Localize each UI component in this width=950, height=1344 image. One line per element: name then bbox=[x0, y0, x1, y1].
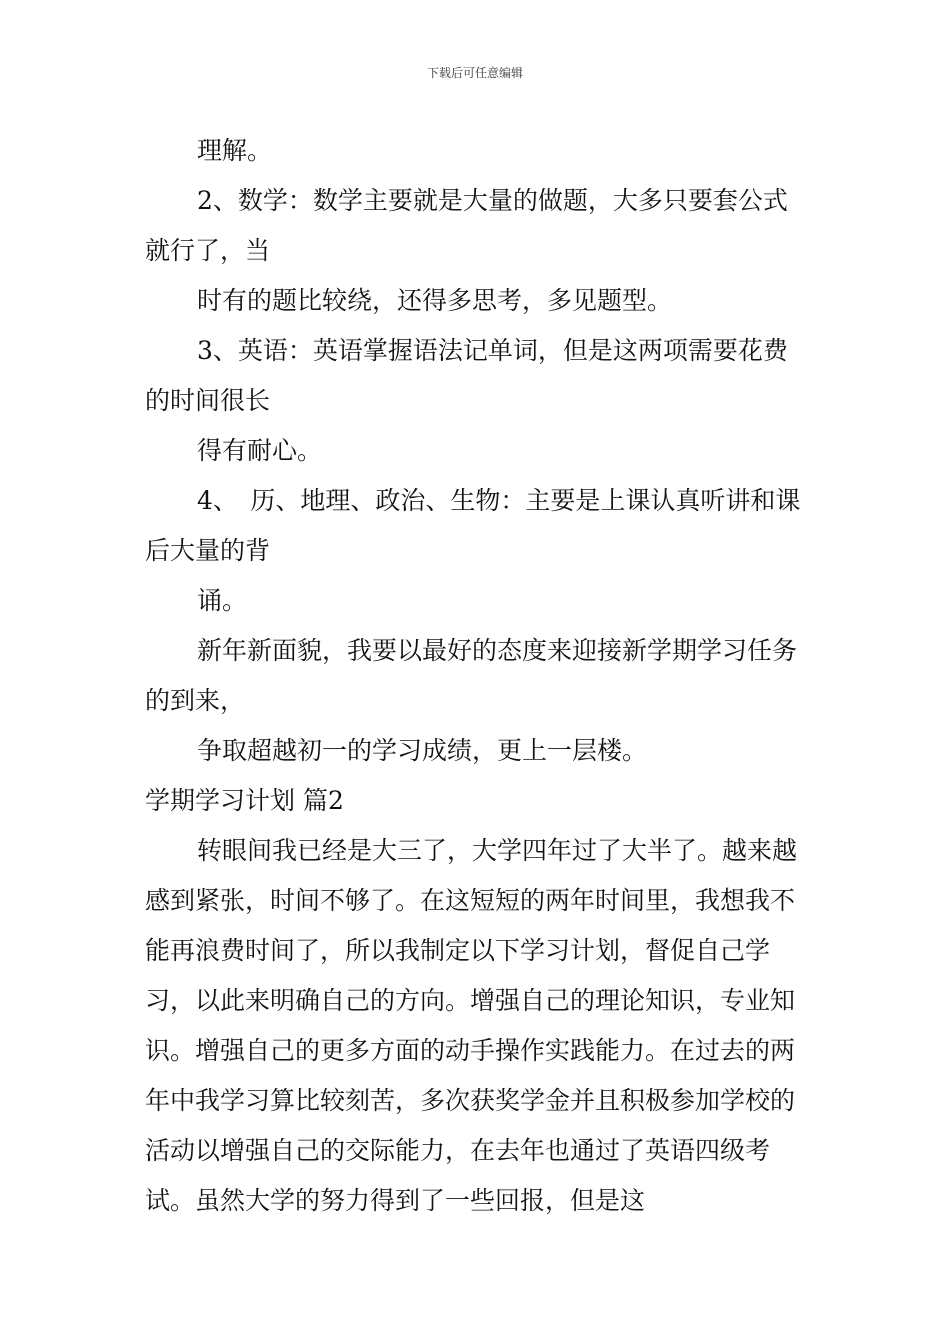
paragraph-7: 诵。 bbox=[197, 586, 248, 615]
paragraph-9: 争取超越初一的学习成绩，更上一层楼。 bbox=[197, 736, 648, 765]
paragraph-1: 理解。 bbox=[197, 136, 273, 165]
paragraph-8: 新年新面貌，我要以最好的态度来迎接新学期学习任务的到来， bbox=[145, 636, 798, 715]
paragraph-4: 3、英语：英语掌握语法记单词，但是这两项需要花费的时间很长 bbox=[145, 336, 788, 415]
paragraph-2: 2、数学：数学主要就是大量的做题，大多只要套公式就行了，当 bbox=[145, 186, 788, 265]
paragraph-6: 4、 历、地理、政治、生物：主要是上课认真听讲和课后大量的背 bbox=[145, 486, 801, 565]
paragraph-5: 得有耐心。 bbox=[197, 436, 323, 465]
document-body bbox=[145, 126, 810, 1226]
page-header: 下载后可任意编辑 bbox=[426, 66, 523, 80]
section-heading: 学期学习计划 篇2 bbox=[145, 786, 344, 815]
paragraph-3: 时有的题比较绕，还得多思考，多见题型。 bbox=[197, 286, 673, 315]
paragraph-10: 转眼间我已经是大三了，大学四年过了大半了。越来越感到紧张，时间不够了。在这短短的两年时间里，我想我不能再浪费时间了，所以我制定以下学习计划，督促自己学习，以此来明确自己的方向。增强自己的理论知识，专业知识。增强自己的更多方面的动手操作实践能力。在过去的两年中我学习算比较刻苦，多次获奖学金并且积极参加学校的活动以增强自己的交际能力，在去年也通过了英语四级考试。虽然大学的努力得到了一些回报，但是这 bbox=[145, 836, 798, 1215]
